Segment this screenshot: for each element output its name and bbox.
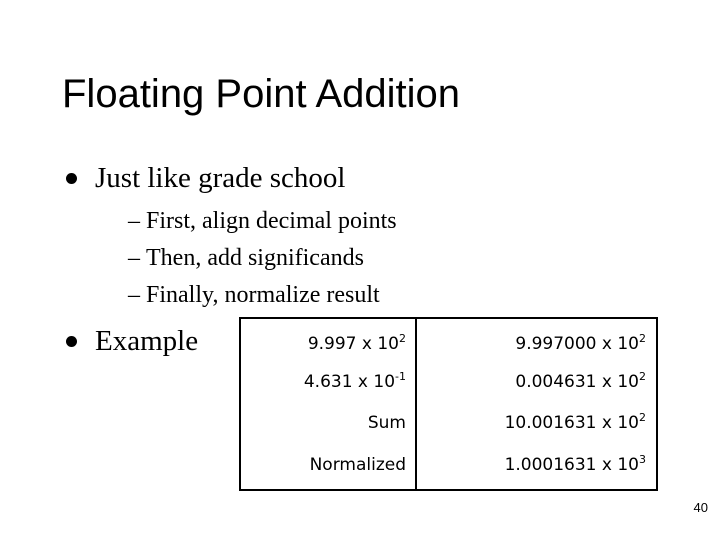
cell-exponent: 2 [639, 411, 646, 424]
sub-bullet-text: First, align decimal points [146, 208, 397, 234]
table-divider [415, 319, 417, 489]
dash-marker: – [128, 245, 140, 271]
table-cell-operand-1 [308, 333, 406, 355]
example-table [239, 317, 658, 491]
page-number: 40 [693, 500, 708, 515]
cell-base: 10.001631 x 10 [504, 413, 639, 433]
sub-bullet-list [128, 203, 397, 314]
dash-marker: – [128, 282, 140, 308]
table-label-sum [368, 412, 406, 434]
dash-marker: – [128, 208, 140, 234]
cell-exponent: 3 [639, 453, 646, 466]
cell-base: 1.0001631 x 10 [504, 455, 639, 475]
sub-bullet-normalize [128, 277, 397, 314]
sub-bullet-text: Then, add significands [146, 245, 364, 271]
cell-exponent: -1 [395, 370, 406, 383]
table-cell-normalized [505, 454, 646, 476]
cell-exponent: 2 [639, 332, 646, 345]
table-cell-aligned-2 [515, 371, 646, 393]
slide-title: Floating Point Addition [62, 72, 461, 116]
sub-bullet-add [128, 240, 397, 277]
bullet-text: Example [95, 325, 199, 357]
cell-base: 9.997 x 10 [307, 334, 399, 354]
cell-exponent: 2 [399, 332, 406, 345]
sub-bullet-align [128, 203, 397, 240]
cell-base: 0.004631 x 10 [515, 372, 639, 392]
cell-base: 9.997000 x 10 [515, 334, 639, 354]
table-cell-operand-2 [304, 371, 406, 393]
table-cell-sum [505, 412, 646, 434]
table-cell-aligned-1 [515, 333, 646, 355]
bullet-dot-icon [66, 336, 77, 347]
cell-exponent: 2 [639, 370, 646, 383]
sub-bullet-text: Finally, normalize result [146, 282, 380, 308]
cell-base: Normalized [309, 455, 406, 475]
bullet-text: Just like grade school [95, 162, 346, 194]
cell-base: 4.631 x 10 [303, 372, 396, 392]
table-label-normalized [310, 454, 406, 476]
bullet-example [66, 324, 198, 358]
cell-base: Sum [367, 413, 406, 433]
bullet-just-like-grade-school [66, 161, 345, 195]
bullet-dot-icon [66, 173, 77, 184]
